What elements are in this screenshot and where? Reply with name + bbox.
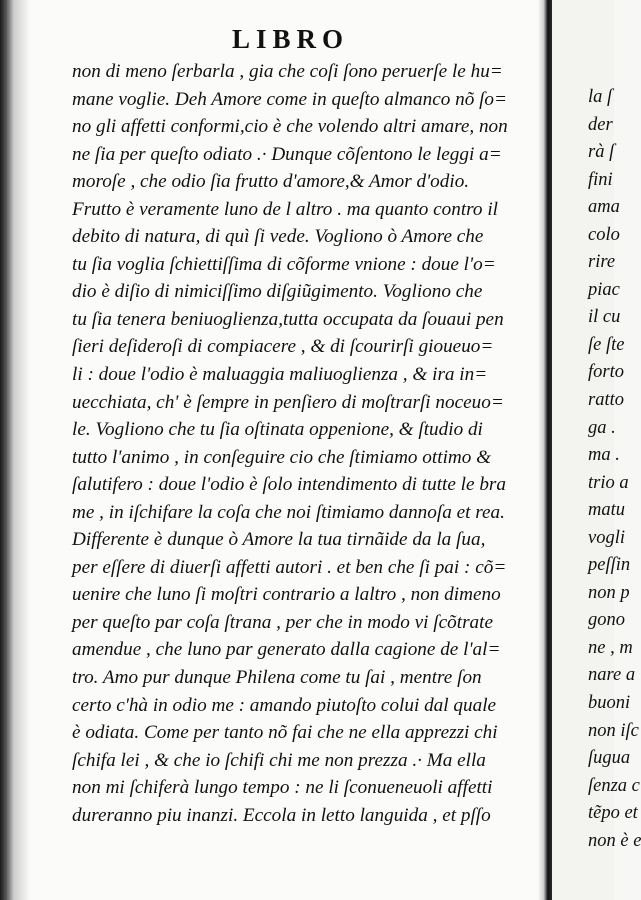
text-line: dio è diſio di nimiciſſimo diſgiũgimento. Vogliono che — [72, 281, 483, 303]
text-line: le. Vogliono che tu ſia oſtinata oppenione, & ſtudio di — [72, 419, 483, 441]
right-page-line: forto — [588, 362, 624, 383]
right-page-line: non p — [588, 582, 630, 603]
text-line: mane voglie. Deh Amore come in queſto almanco nõ ſo= — [72, 88, 507, 110]
right-page-line: colo — [588, 224, 620, 245]
text-line: è odiata. Come per tanto nõ fai che ne ella apprezzi chi — [72, 722, 498, 744]
right-page-line: matu — [588, 500, 625, 521]
right-page-line: buoni — [588, 693, 631, 714]
text-line: non mi ſchiferà lungo tempo : ne li ſconueneuoli affetti — [72, 777, 493, 799]
right-page-line: tẽpo et — [588, 803, 638, 824]
right-page-line: ma . — [588, 445, 620, 466]
text-line: debito di natura, di quì ſi vede. Vogliono ò Amore che — [72, 226, 484, 248]
right-page-line: il cu — [588, 307, 621, 328]
right-page — [552, 0, 641, 900]
right-page-line: ne , m — [588, 637, 633, 658]
text-line: per queſto par coſa ſtrana , per che in modo vi ſcõtrate — [72, 611, 493, 633]
text-line: ne ſia per queſto odiato .· Dunque cõſentono le leggi a= — [72, 143, 502, 165]
text-line: moroſe , che odio ſia frutto d'amore,& Amor d'odio. — [72, 171, 470, 193]
right-page-line: trio a — [588, 472, 629, 493]
right-page-line: rà ſ — [588, 142, 615, 163]
right-page-line: non è e — [588, 830, 641, 851]
text-line: no gli affetti conformi,cio è che volendo altri amare, non — [72, 116, 508, 138]
text-line: ſieri deſideroſi di compiacere , & di ſcourirſi gioueuo= — [72, 336, 494, 358]
right-page-line: la ſ — [588, 87, 613, 107]
text-line: tu ſia voglia ſchiettiſſima di cõforme vnione : doue l'o= — [72, 253, 496, 275]
text-line: ſalutifero : doue l'odio è ſolo intendimento di tutte le bra — [72, 474, 506, 496]
text-line: non di meno ſerbarla , gia che coſi ſono peruerſe le hu= — [72, 61, 503, 82]
right-page-text — [588, 84, 641, 855]
text-line: Frutto è veramente luno de l altro . ma quanto contro il — [72, 198, 498, 220]
text-line: uecchiata, ch' è ſempre in penſiero di moſtrarſi noceuo= — [72, 391, 504, 413]
right-page-line: fini — [588, 169, 613, 190]
running-head: LIBRO — [232, 24, 350, 54]
right-page-line: gono — [588, 610, 625, 631]
right-page-line: vogli — [588, 527, 625, 548]
right-page-line: der — [588, 114, 613, 135]
right-page-line: nare a — [588, 665, 636, 686]
body-text — [72, 58, 508, 829]
text-line: amendue , che luno par generato dalla cagione de l'al= — [72, 639, 501, 661]
text-line: tro. Amo pur dunque Philena come tu ſai , mentre ſon — [72, 667, 482, 689]
right-page-line: ſe ſte — [588, 334, 625, 355]
text-line: tutto l'animo , in conſeguire cio che ſtimiamo ottimo & — [72, 446, 492, 468]
right-page-line: non iſc — [588, 720, 639, 741]
right-page-line: peſſin — [588, 555, 631, 576]
text-line: dureranno piu inanzi. Eccola in letto languida , et pſſo — [72, 804, 491, 826]
right-page-line: piac — [588, 279, 620, 300]
text-line: tu ſia tenera beniuoglienza,tutta occupata da ſouaui pen — [72, 308, 504, 330]
right-page-line: ſugua — [588, 748, 631, 769]
right-page-line: ama — [588, 197, 620, 218]
binding-gutter — [0, 0, 30, 900]
right-page-line: ſenza c — [588, 775, 640, 796]
text-line: uenire che luno ſi moſtri contrario a laltro , non dimeno — [72, 584, 501, 606]
right-page-line: ga . — [588, 417, 616, 438]
text-line: li : doue l'odio è maluaggia maliuoglienza , & ira in= — [72, 364, 488, 386]
right-page-line: ratto — [588, 390, 624, 411]
page-edge — [538, 0, 552, 900]
text-line: Differente è dunque ò Amore la tua tirnãide da la ſua, — [72, 529, 486, 551]
text-line: per eſſere di diuerſi affetti autori . et ben che ſi pai : cõ= — [72, 556, 507, 578]
right-page-line: rire — [588, 252, 616, 273]
text-line: certo c'hà in odio me : amando piutoſto colui dal quale — [72, 694, 497, 716]
text-line: me , in iſchifare la coſa che noi ſtimiamo dannoſa et rea. — [72, 501, 505, 523]
text-line: ſchifa lei , & che io ſchifi chi me non prezza .· Ma ella — [72, 749, 486, 771]
